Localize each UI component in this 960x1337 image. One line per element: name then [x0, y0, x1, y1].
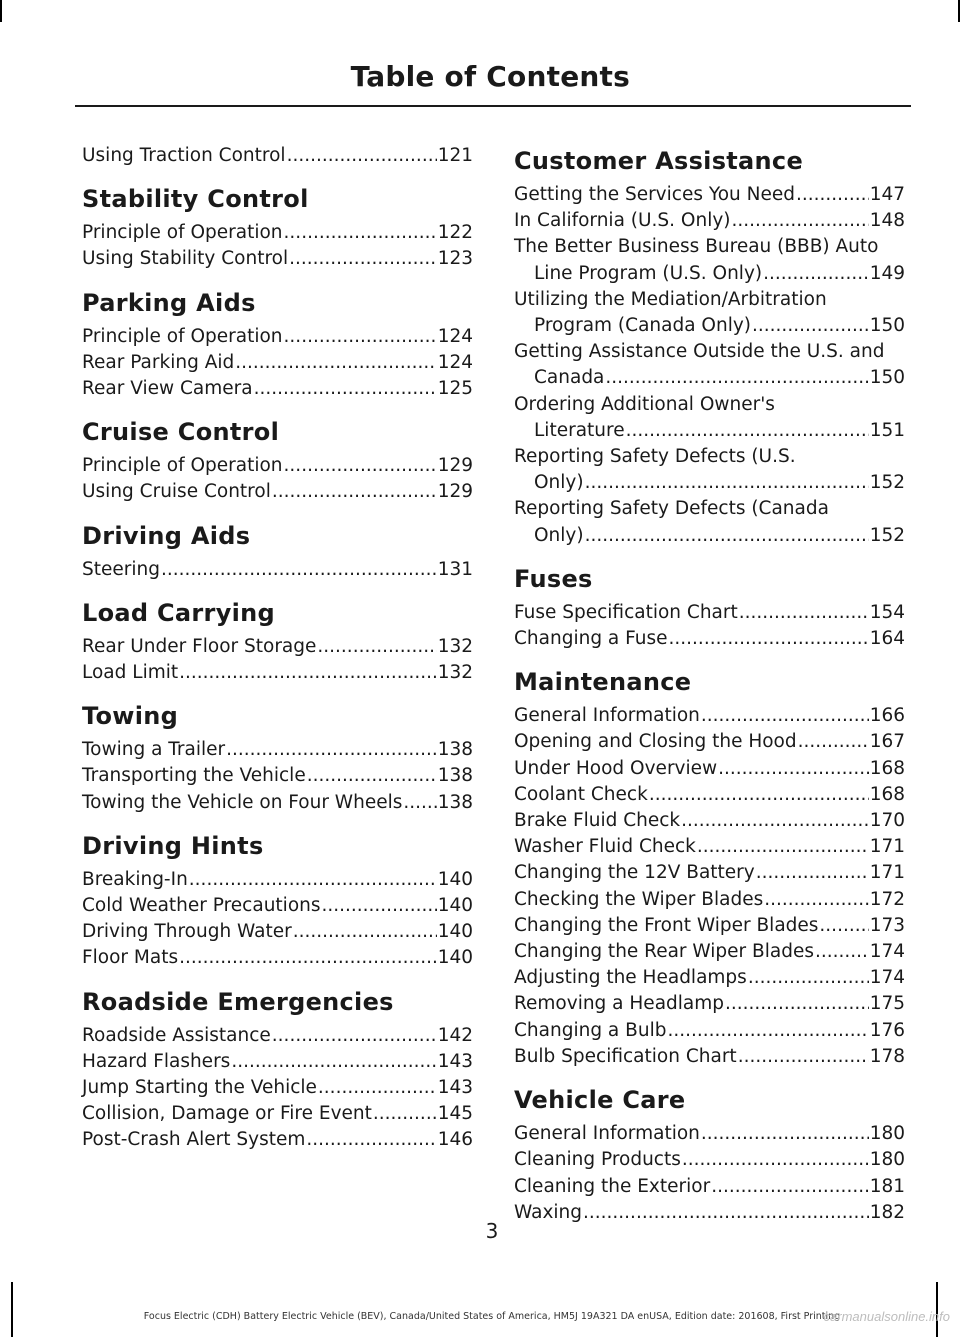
dot-leader	[732, 208, 869, 234]
dot-leader	[725, 991, 869, 1017]
toc-entry-title: Principle of Operation	[82, 325, 283, 347]
toc-entry-page: 152	[869, 472, 905, 494]
toc-entry-title: Getting the Services You Need	[514, 184, 795, 205]
toc-entry-page: 174	[869, 941, 905, 963]
toc-entry[interactable]	[82, 453, 473, 479]
section-heading: Cruise Control	[82, 418, 280, 447]
toc-entry-title: Bulb Specification Chart	[514, 1045, 737, 1067]
dot-leader	[682, 1147, 869, 1173]
toc-entry-title: Removing a Headlamp	[514, 993, 725, 1015]
toc-entry-page: 131	[437, 558, 473, 580]
toc-entry-title: Principle of Operation	[82, 222, 283, 244]
toc-left-column	[82, 143, 473, 1154]
dot-leader	[235, 350, 436, 376]
toc-entry[interactable]	[514, 965, 905, 991]
dot-leader	[681, 808, 869, 834]
crop-mark-bottom-left	[11, 1282, 13, 1337]
toc-entry-page: 166	[869, 705, 905, 727]
toc-entry-title: Using Stability Control	[82, 248, 289, 270]
dot-leader	[403, 790, 436, 816]
toc-entry-title: Jump Starting the Vehicle	[82, 1077, 317, 1099]
toc-entry-page: 167	[869, 731, 905, 753]
toc-entry-title: Opening and Closing the Hood	[514, 731, 797, 753]
dot-leader	[272, 1023, 437, 1049]
toc-entry[interactable]	[514, 626, 905, 652]
toc-entry-page: 146	[437, 1129, 473, 1151]
dot-leader	[284, 324, 437, 350]
toc-entry-page: 151	[869, 419, 905, 441]
toc-entry-page: 132	[437, 635, 473, 657]
section-heading: Customer Assistance	[514, 147, 804, 175]
toc-entry-page: 170	[869, 810, 905, 832]
section-heading: Fuses	[514, 564, 593, 593]
toc-entry-page: 149	[869, 262, 905, 284]
toc-entry[interactable]	[82, 737, 473, 763]
dot-leader	[718, 756, 869, 782]
toc-entry[interactable]	[82, 1127, 473, 1153]
dot-leader	[764, 887, 868, 913]
toc-entry-title-line2: Program (Canada Only)	[534, 315, 752, 337]
toc-entry[interactable]	[82, 1075, 473, 1101]
toc-entry-title-line1: Utilizing the Mediation/Arbitration	[514, 288, 827, 310]
dot-leader	[284, 220, 437, 246]
toc-entry-title: Floor Mats	[82, 947, 179, 969]
toc-entry-page: 164	[869, 628, 905, 650]
toc-entry-page: 140	[437, 947, 473, 969]
section-heading: Parking Aids	[82, 288, 256, 317]
toc-entry-title: Fuse Specification Chart	[514, 601, 738, 623]
dot-leader	[284, 453, 437, 479]
toc-entry-title: Using Cruise Control	[82, 481, 271, 503]
toc-entry-title: Principle of Operation	[82, 455, 283, 477]
toc-entry-page: 180	[869, 1123, 905, 1145]
toc-entry[interactable]	[514, 208, 905, 234]
toc-entry[interactable]	[514, 703, 905, 729]
dot-leader	[179, 945, 437, 971]
toc-entry[interactable]	[514, 991, 905, 1017]
toc-entry-title: Coolant Check	[514, 783, 648, 805]
toc-entry[interactable]	[82, 790, 473, 816]
toc-entry-title: Changing the Front Wiper Blades	[514, 914, 819, 936]
page-number: 3	[485, 1219, 499, 1243]
toc-entry-title-line2: Literature	[534, 419, 625, 441]
dot-leader	[318, 1075, 437, 1101]
dot-leader	[711, 1174, 869, 1200]
toc-entry-title: Waxing	[514, 1201, 583, 1223]
toc-entry[interactable]	[82, 945, 473, 971]
dot-leader	[254, 376, 437, 402]
section-heading: Driving Hints	[82, 831, 264, 860]
toc-entry-title: Cleaning Products	[514, 1149, 681, 1171]
toc-entry-title: General Information	[514, 705, 700, 727]
dot-leader	[307, 763, 437, 789]
toc-entry-page: 123	[437, 248, 473, 270]
toc-entry[interactable]	[82, 557, 473, 583]
toc-entry-page: 180	[869, 1149, 905, 1171]
toc-entry-page: 174	[869, 967, 905, 989]
toc-entry[interactable]	[514, 913, 905, 939]
toc-entry-title: Load Limit	[82, 662, 179, 684]
toc-entry[interactable]	[82, 763, 473, 789]
toc-entry-page: 125	[437, 378, 473, 400]
toc-entry-title: Cold Weather Precautions	[82, 895, 321, 917]
toc-entry-page: 181	[869, 1175, 905, 1197]
toc-entry-title-line1: Ordering Additional Owner's	[514, 393, 775, 415]
toc-entry[interactable]	[82, 634, 473, 660]
section-heading: Maintenance	[514, 668, 692, 697]
dot-leader	[322, 893, 437, 919]
toc-entry[interactable]	[514, 1121, 905, 1147]
toc-entry-title-line2: Only)	[534, 472, 584, 494]
toc-entry-page: 173	[869, 914, 905, 936]
toc-entry-title: Adjusting the Headlamps	[514, 967, 747, 989]
toc-entry-title-line1: Reporting Safety Defects (Canada	[514, 498, 829, 520]
toc-entry[interactable]	[82, 350, 473, 376]
toc-entry-title: Driving Through Water	[82, 921, 292, 943]
toc-entry-line2	[514, 261, 905, 287]
toc-entry-title: Rear View Camera	[82, 378, 253, 400]
toc-entry-page: 138	[437, 791, 473, 813]
toc-entry-title-line1: Getting Assistance Outside the U.S. and	[514, 341, 885, 363]
dot-leader	[231, 1049, 436, 1075]
dot-leader	[748, 965, 869, 991]
toc-entry-title: General Information	[514, 1123, 700, 1145]
toc-entry-title: Cleaning the Exterior	[514, 1175, 711, 1197]
toc-entry-title-line1: The Better Business Bureau (BBB) Auto	[514, 236, 879, 258]
toc-entry-page: 147	[869, 184, 905, 205]
toc-entry-page: 138	[437, 739, 473, 761]
toc-entry-title: Steering	[82, 558, 160, 580]
toc-entry[interactable]	[514, 782, 905, 808]
dot-leader	[669, 626, 869, 652]
toc-entry-page: 176	[869, 1019, 905, 1041]
toc-entry-line2	[514, 523, 905, 549]
toc-entry-page: 143	[437, 1050, 473, 1072]
toc-entry[interactable]	[514, 1018, 905, 1044]
toc-entry-title-line2: Line Program (U.S. Only)	[534, 262, 763, 284]
toc-right-column	[514, 143, 905, 1226]
dot-leader	[752, 313, 869, 339]
dot-leader	[585, 523, 869, 549]
toc-entry-title-line1: Reporting Safety Defects (U.S.	[514, 446, 796, 468]
toc-entry[interactable]	[82, 376, 473, 402]
toc-entry-page: 150	[869, 315, 905, 337]
toc-entry[interactable]	[82, 220, 473, 246]
toc-entry[interactable]	[514, 1174, 905, 1200]
toc-entry-page: 132	[437, 662, 473, 684]
toc-entry-page: 129	[437, 455, 473, 477]
toc-entry-title: Breaking-In	[82, 868, 188, 890]
dot-leader	[161, 557, 437, 583]
toc-entry-line2	[514, 418, 905, 444]
toc-entry[interactable]	[82, 479, 473, 505]
dot-leader	[289, 246, 437, 272]
toc-entry[interactable]	[514, 392, 905, 444]
toc-entry-page: 122	[437, 222, 473, 244]
toc-entry-title: Roadside Assistance	[82, 1024, 271, 1046]
section-heading: Vehicle Care	[514, 1086, 686, 1115]
toc-entry-page: 142	[437, 1024, 473, 1046]
toc-entry-title: Towing a Trailer	[82, 739, 226, 761]
toc-entry[interactable]	[82, 246, 473, 272]
dot-leader	[585, 470, 869, 496]
dot-leader	[272, 479, 437, 505]
toc-entry-title-line2: Only)	[534, 524, 584, 546]
dot-leader	[293, 919, 437, 945]
dot-leader	[697, 834, 869, 860]
dot-leader	[306, 1127, 436, 1153]
footer-edition-text: Focus Electric (CDH) Battery Electric Vehicle (BEV), Canada/United States of America, HM5J 19A321 DA enUSA, Edition date: 201608, First Printing	[143, 1311, 841, 1322]
dot-leader	[667, 1018, 868, 1044]
toc-entry-page: 124	[437, 351, 473, 373]
toc-entry[interactable]	[514, 182, 905, 208]
dot-leader	[626, 418, 869, 444]
toc-entry-page: 168	[869, 757, 905, 779]
toc-entry-title: Transporting the Vehicle	[82, 765, 306, 787]
dot-leader	[798, 729, 869, 755]
toc-entry[interactable]	[514, 939, 905, 965]
toc-entry[interactable]	[82, 893, 473, 919]
toc-entry-page: 182	[869, 1201, 905, 1223]
section-heading: Roadside Emergencies	[82, 987, 394, 1016]
toc-entry[interactable]	[82, 143, 473, 169]
dot-leader	[763, 261, 869, 287]
toc-entry[interactable]	[514, 496, 905, 548]
toc-entry[interactable]	[514, 444, 905, 496]
dot-leader	[373, 1101, 437, 1127]
toc-entry[interactable]	[82, 1101, 473, 1127]
section-heading: Load Carrying	[82, 598, 276, 627]
toc-entry-page: 150	[869, 367, 905, 389]
watermark: carmanualsonline.info	[823, 1309, 950, 1324]
toc-entry[interactable]	[514, 1044, 905, 1070]
toc-entry-title: Rear Parking Aid	[82, 351, 235, 373]
header-rule	[75, 105, 911, 107]
toc-entry-title: Changing the 12V Battery	[514, 862, 755, 884]
toc-entry-title: Brake Fluid Check	[514, 810, 681, 832]
toc-entry[interactable]	[82, 867, 473, 893]
toc-entry-page: 148	[869, 210, 905, 232]
toc-entry[interactable]	[82, 660, 473, 686]
dot-leader	[819, 913, 868, 939]
dot-leader	[739, 600, 869, 626]
toc-entry-title: Changing the Rear Wiper Blades	[514, 941, 814, 963]
toc-entry[interactable]	[514, 234, 905, 286]
crop-mark-top-left	[0, 0, 2, 22]
toc-entry-title: Rear Under Floor Storage	[82, 635, 317, 657]
toc-entry-line2	[514, 313, 905, 339]
toc-entry-title: Under Hood Overview	[514, 757, 718, 779]
toc-entry-title: Collision, Damage or Fire Event	[82, 1103, 372, 1125]
toc-entry-page: 145	[437, 1103, 473, 1125]
toc-entry-line2	[514, 470, 905, 496]
toc-entry-title: Towing the Vehicle on Four Wheels	[82, 791, 403, 813]
toc-entry-title: Hazard Flashers	[82, 1050, 231, 1072]
toc-entry-title: In California (U.S. Only)	[514, 210, 731, 232]
toc-entry-page: 140	[437, 921, 473, 943]
toc-entry-title: Post-Crash Alert System	[82, 1129, 306, 1151]
dot-leader	[287, 143, 437, 169]
toc-entry-title: Changing a Bulb	[514, 1019, 667, 1041]
toc-entry[interactable]	[514, 600, 905, 626]
dot-leader	[701, 703, 869, 729]
toc-entry[interactable]	[82, 1023, 473, 1049]
toc-entry-page: 178	[869, 1045, 905, 1067]
toc-entry-title: Checking the Wiper Blades	[514, 888, 764, 910]
dot-leader	[796, 182, 869, 208]
toc-entry[interactable]	[514, 287, 905, 339]
toc-entry[interactable]	[514, 729, 905, 755]
section-heading: Driving Aids	[82, 521, 251, 550]
toc-entry[interactable]	[514, 860, 905, 886]
toc-entry[interactable]	[514, 887, 905, 913]
toc-entry-page: 140	[437, 895, 473, 917]
toc-entry[interactable]	[514, 1147, 905, 1173]
toc-entry[interactable]	[514, 756, 905, 782]
toc-entry-title: Using Traction Control	[82, 145, 286, 166]
dot-leader	[701, 1121, 869, 1147]
dot-leader	[738, 1044, 869, 1070]
toc-entry-page: 152	[869, 524, 905, 546]
toc-entry-page: 175	[869, 993, 905, 1015]
toc-entry-page: 154	[869, 601, 905, 623]
toc-entry[interactable]	[514, 834, 905, 860]
toc-entry-page: 138	[437, 765, 473, 787]
dot-leader	[179, 660, 437, 686]
dot-leader	[317, 634, 436, 660]
dot-leader	[189, 867, 437, 893]
toc-entry-page: 124	[437, 325, 473, 347]
toc-entry[interactable]	[82, 1049, 473, 1075]
toc-entry[interactable]	[82, 324, 473, 350]
page-title: Table of Contents	[350, 60, 630, 93]
toc-entry-page: 143	[437, 1077, 473, 1099]
toc-entry-page: 168	[869, 783, 905, 805]
toc-entry-title: Washer Fluid Check	[514, 836, 696, 858]
toc-entry-title-line2: Canada	[534, 367, 605, 389]
toc-entry[interactable]	[514, 339, 905, 391]
dot-leader	[649, 782, 869, 808]
toc-entry-page: 172	[869, 888, 905, 910]
toc-entry-title: Changing a Fuse	[514, 628, 668, 650]
dot-leader	[605, 365, 868, 391]
dot-leader	[756, 860, 869, 886]
dot-leader	[815, 939, 869, 965]
toc-entry-line2	[514, 365, 905, 391]
toc-entry-page: 129	[437, 481, 473, 503]
toc-entry[interactable]	[514, 808, 905, 834]
toc-entry-page: 171	[869, 862, 905, 884]
section-heading: Stability Control	[82, 185, 309, 214]
toc-entry-page: 121	[437, 145, 473, 166]
toc-entry[interactable]	[82, 919, 473, 945]
toc-entry-page: 140	[437, 868, 473, 890]
section-heading: Towing	[82, 702, 179, 731]
toc-entry-page: 171	[869, 836, 905, 858]
dot-leader	[226, 737, 437, 763]
